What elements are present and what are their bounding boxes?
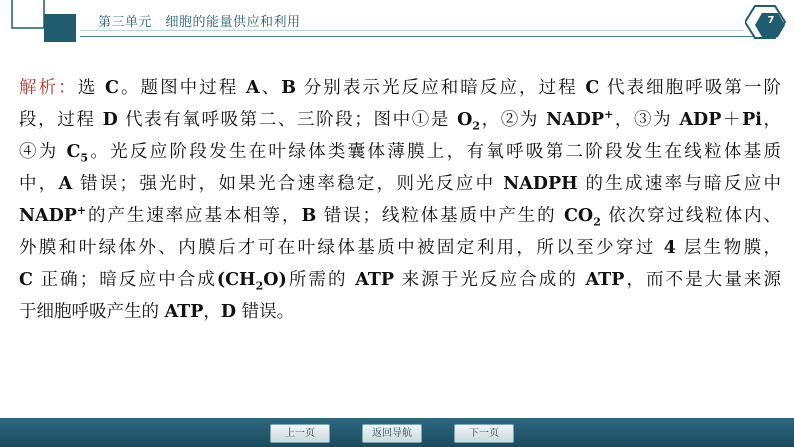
explanation-label: 解析： — [19, 78, 78, 98]
answer-explanation — [19, 72, 781, 328]
text-line: NADP+的产生速率应基本相等，B 错误；线粒体基质中产生的 $CO_2$ 依次穿过线粒体内、 — [19, 204, 782, 229]
text-line: C 正确；暗反应中合成$(CH_2O)$所需的 ATP 来源于光反应合成的 ATP，而不是大量来源 — [19, 270, 782, 293]
text-line: ④为 $C_5$。光反应阶段发生在叶绿体类囊体薄膜上，有氧呼吸第二阶段发生在线粒体基质 — [19, 142, 781, 165]
text-line: 外膜和叶绿体外、内膜后才可在叶绿体基质中被固定利用，所以至少穿过 4 层生物膜， — [19, 238, 781, 258]
prev-page-button[interactable]: 上一页 — [270, 424, 330, 443]
unit-title: 第三单元 细胞的能量供应和利用 — [98, 15, 301, 30]
header-divider — [80, 36, 764, 37]
text-line: 解析：选 C。题图中过程 A、B 分别表示光反应和暗反应，过程 C 代表细胞呼吸第一阶 — [19, 78, 782, 98]
text-line: 于细胞呼吸产生的 ATP，D 错误。 — [19, 302, 295, 322]
header-rule — [80, 30, 744, 31]
text-line: 段，过程 D 代表有氧呼吸第二、三阶段；图中①是 $O_2$，②为 NADP+，③为 ADP＋Pi， — [19, 108, 782, 133]
back-to-nav-button[interactable]: 返回导航 — [362, 424, 422, 443]
header-decoration — [0, 0, 90, 44]
next-page-button[interactable]: 下一页 — [454, 424, 514, 443]
page-number: 7 — [767, 15, 775, 26]
text-line: 中，A 错误；强光时，如果光合速率稳定，则光反应中 NADPH 的生成速率与暗反应中 — [19, 174, 782, 194]
